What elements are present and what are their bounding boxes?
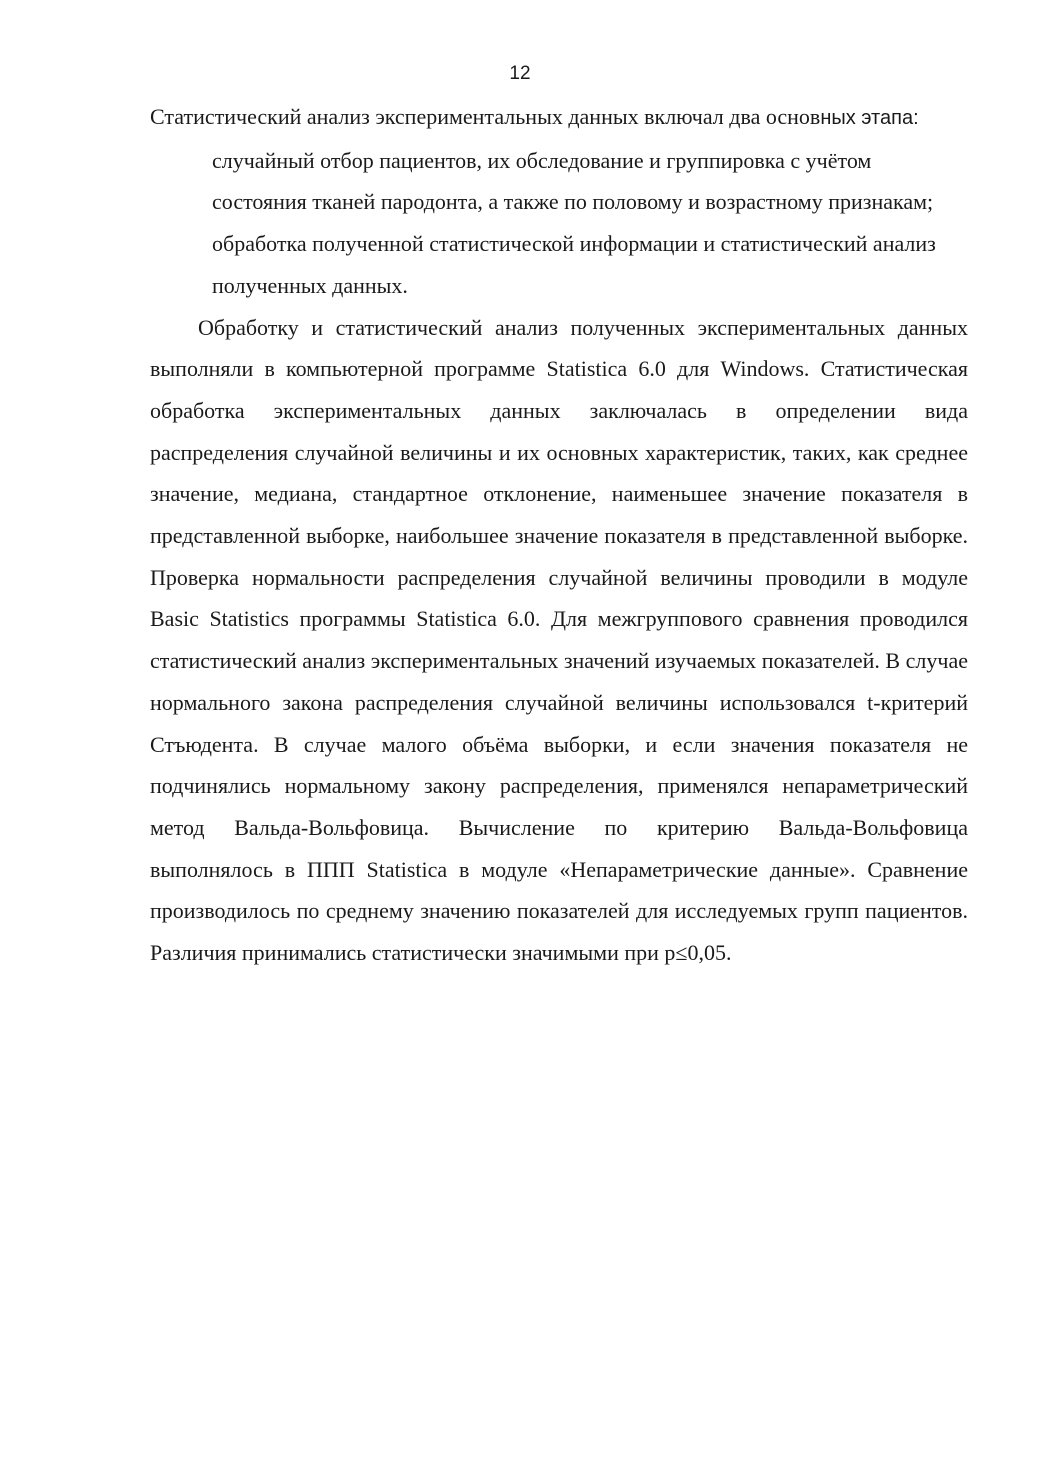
list-item: обработка полученной статистической информации и статистический анализ полученных данных. (212, 231, 936, 298)
intro-paragraph (150, 96, 968, 140)
page-number: 12 (509, 63, 531, 84)
document-body (150, 96, 968, 974)
intro-tail: ных этапа: (820, 107, 919, 129)
list-item: случайный отбор пациентов, их обследование и группировка с учётом состояния тканей пародонта, а также по половому и возрастному признакам; (212, 147, 934, 215)
intro-text: Статистический анализ экспериментальных данных включал два основ (150, 104, 821, 129)
stages-list (150, 140, 968, 307)
methods-paragraph: Обработку и статистический анализ полученных экспериментальных данных выполняли в компьютерной программе Statistica 6.0 для Windows. Статистическая обработка экспериментальных данных заключалась в определении вида распределения случайной величины и их основных характеристик, таких, как среднее значение, медиана, стандартное отклонение, наименьшее значение показателя в представленной выборке, наибольшее значение показателя в представленной выборке. Проверка нормальности распределения случайной величины проводили в модуле Basic Statistics программы Statistica 6.0. Для межгруппового сравнения проводился статистический анализ экспериментальных значений изучаемых показателей. В случае нормального закона распределения случайной величины использовался t-критерий Стъюдента. В случае малого объёма выборки, и если значения показателя не подчинялись нормальному закону распределения, применялся непараметрический метод Вальда-Вольфовица. Вычисление по критерию Вальда-Вольфовица выполнялось в ППП Statistica в модуле «Непараметрические данные». Сравнение производилось по среднему значению показателей для исследуемых групп пациентов. Различия принимались статистически значимыми при p≤0,05. (150, 314, 968, 966)
